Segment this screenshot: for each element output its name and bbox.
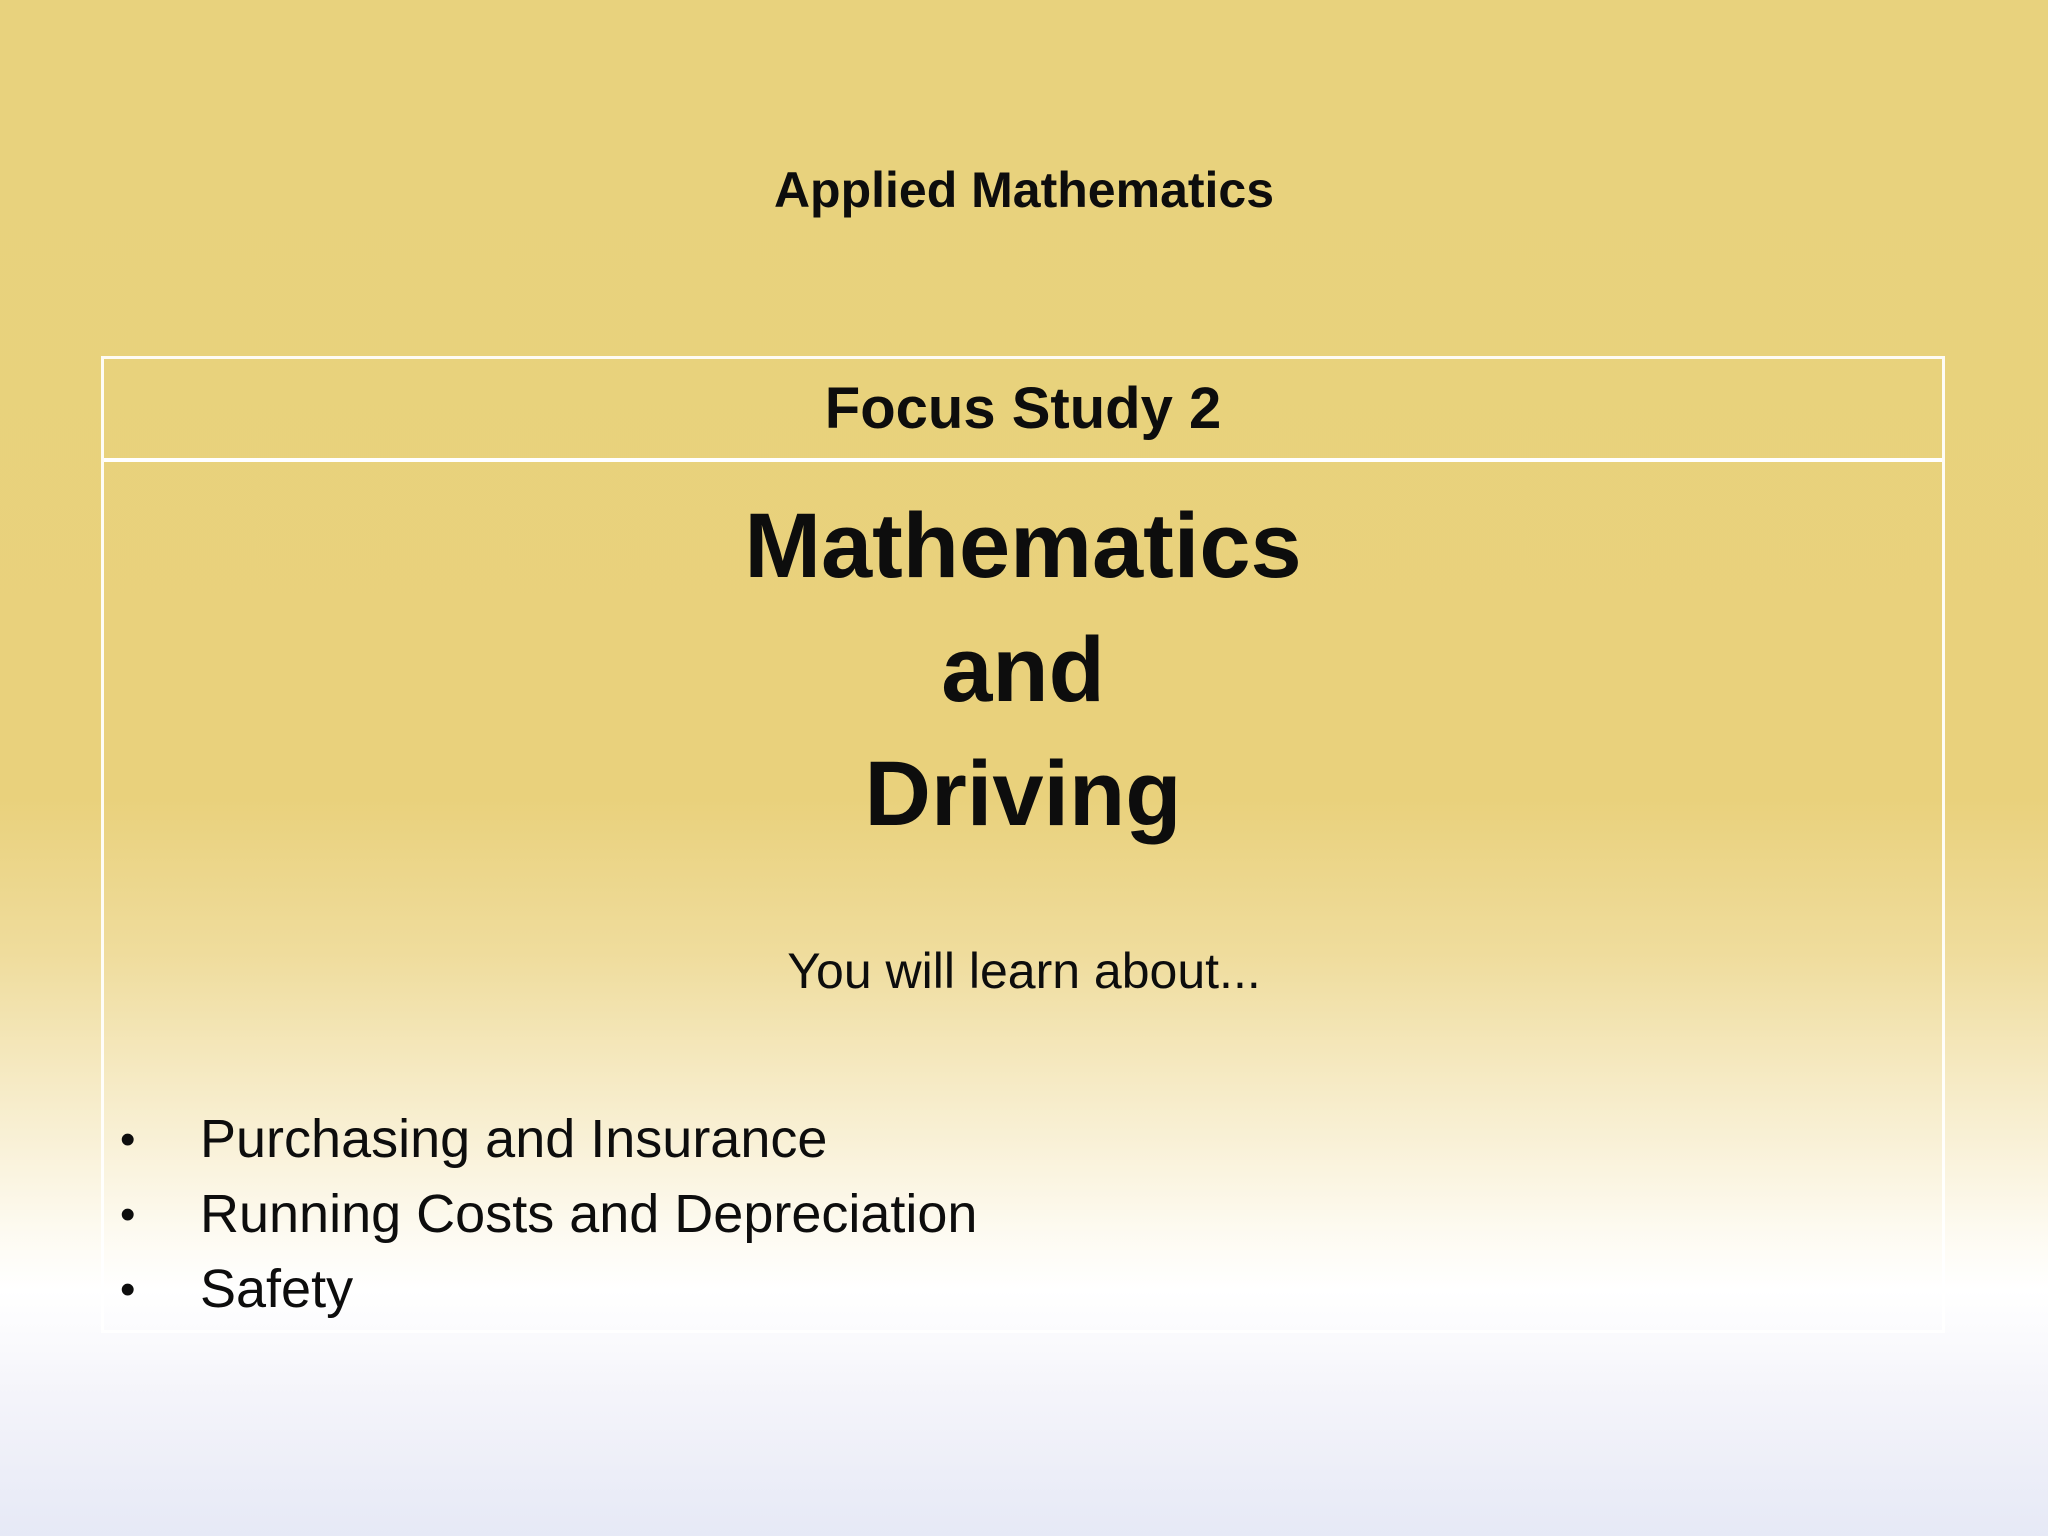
topic-label: Purchasing and Insurance: [200, 1109, 828, 1169]
main-title-line: and: [941, 619, 1105, 721]
bullet-icon: •: [120, 1115, 136, 1164]
course-title: Applied Mathematics: [773, 162, 1275, 218]
list-item: [120, 1102, 977, 1177]
topic-label: Safety: [200, 1259, 354, 1319]
topic-list: [120, 1102, 977, 1327]
topic-label: Running Costs and Depreciation: [200, 1184, 978, 1244]
bullet-icon: •: [120, 1265, 136, 1314]
intro-text: You will learn about...: [787, 943, 1261, 999]
main-title-line: Mathematics: [744, 495, 1302, 597]
focus-study-header: Focus Study 2: [104, 359, 1942, 462]
bullet-icon: •: [120, 1190, 136, 1239]
main-title: [104, 484, 1942, 856]
main-title-line: Driving: [864, 743, 1182, 845]
list-item: [120, 1177, 977, 1252]
list-item: [120, 1252, 977, 1327]
